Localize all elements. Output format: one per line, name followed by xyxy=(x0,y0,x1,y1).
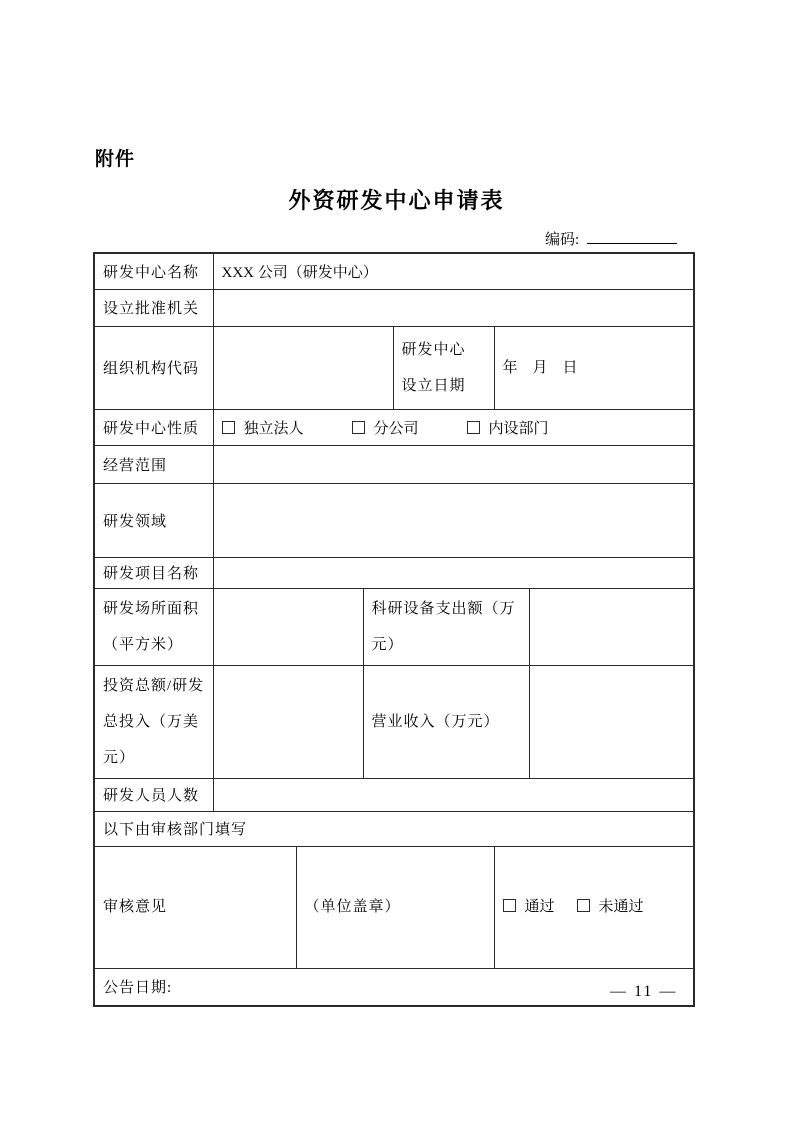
rd-project-name-input[interactable] xyxy=(213,557,694,588)
option-independent-legal-person: 独立法人 xyxy=(222,421,304,437)
investment-label: 投资总额/研发 总投入（万美元） xyxy=(94,665,213,778)
checkbox-independent-legal-person-icon[interactable] xyxy=(222,421,235,434)
rd-project-name-label: 研发项目名称 xyxy=(94,557,213,588)
revenue-input[interactable] xyxy=(529,665,694,778)
table-row xyxy=(94,289,694,326)
table-row xyxy=(94,665,694,778)
code-field xyxy=(545,228,677,249)
rd-field-label: 研发领域 xyxy=(94,483,213,557)
table-row xyxy=(94,253,694,289)
table-row xyxy=(94,483,694,557)
review-result-options xyxy=(494,846,694,968)
table-row xyxy=(94,588,694,665)
code-input[interactable] xyxy=(587,230,677,244)
review-opinion-label: 审核意见 xyxy=(94,846,296,968)
rd-staff-label: 研发人员人数 xyxy=(94,778,213,811)
center-nature-options xyxy=(213,409,694,445)
table-row xyxy=(94,445,694,483)
rd-staff-input[interactable] xyxy=(213,778,694,811)
review-section-note: 以下由审核部门填写 xyxy=(94,811,694,846)
code-label: 编码: xyxy=(545,232,580,248)
table-row xyxy=(94,811,694,846)
table-row xyxy=(94,778,694,811)
table-row xyxy=(94,409,694,445)
rd-area-label: 研发场所面积 （平方米） xyxy=(94,588,213,665)
table-row xyxy=(94,557,694,588)
announce-date-label: 公告日期: xyxy=(94,968,694,1006)
rd-area-input[interactable] xyxy=(213,588,363,665)
org-code-input[interactable] xyxy=(213,326,393,409)
approval-authority-input[interactable] xyxy=(213,289,694,326)
checkbox-branch-company-icon[interactable] xyxy=(352,421,365,434)
rd-field-input[interactable] xyxy=(213,483,694,557)
investment-input[interactable] xyxy=(213,665,363,778)
establish-date-input[interactable]: 年 月 日 xyxy=(494,326,694,409)
attachment-label: 附件 xyxy=(95,149,136,170)
org-code-label: 组织机构代码 xyxy=(94,326,213,409)
equipment-expense-label: 科研设备支出额（万元） xyxy=(363,588,529,665)
center-nature-label: 研发中心性质 xyxy=(94,409,213,445)
page-number: — 11 — xyxy=(610,983,678,1000)
page-title: 外资研发中心申请表 xyxy=(288,188,505,213)
table-row xyxy=(94,326,694,409)
checkbox-internal-department-icon[interactable] xyxy=(467,421,480,434)
table-row xyxy=(94,846,694,968)
option-branch-company: 分公司 xyxy=(352,421,419,437)
checkbox-pass-icon[interactable] xyxy=(503,899,516,912)
center-name-label: 研发中心名称 xyxy=(94,253,213,289)
approval-authority-label: 设立批准机关 xyxy=(94,289,213,326)
business-scope-label: 经营范围 xyxy=(94,445,213,483)
option-pass: 通过 xyxy=(503,899,555,915)
application-form-table xyxy=(93,252,695,1007)
seal-label: （单位盖章） xyxy=(296,846,494,968)
center-name-value: XXX 公司（研发中心） xyxy=(213,253,694,289)
checkbox-fail-icon[interactable] xyxy=(577,899,590,912)
option-internal-department: 内设部门 xyxy=(467,421,549,437)
equipment-expense-input[interactable] xyxy=(529,588,694,665)
business-scope-input[interactable] xyxy=(213,445,694,483)
table-row xyxy=(94,968,694,1006)
establish-date-label: 研发中心 设立日期 xyxy=(393,326,494,409)
option-fail: 未通过 xyxy=(577,899,644,915)
revenue-label: 营业收入（万元） xyxy=(363,665,529,778)
